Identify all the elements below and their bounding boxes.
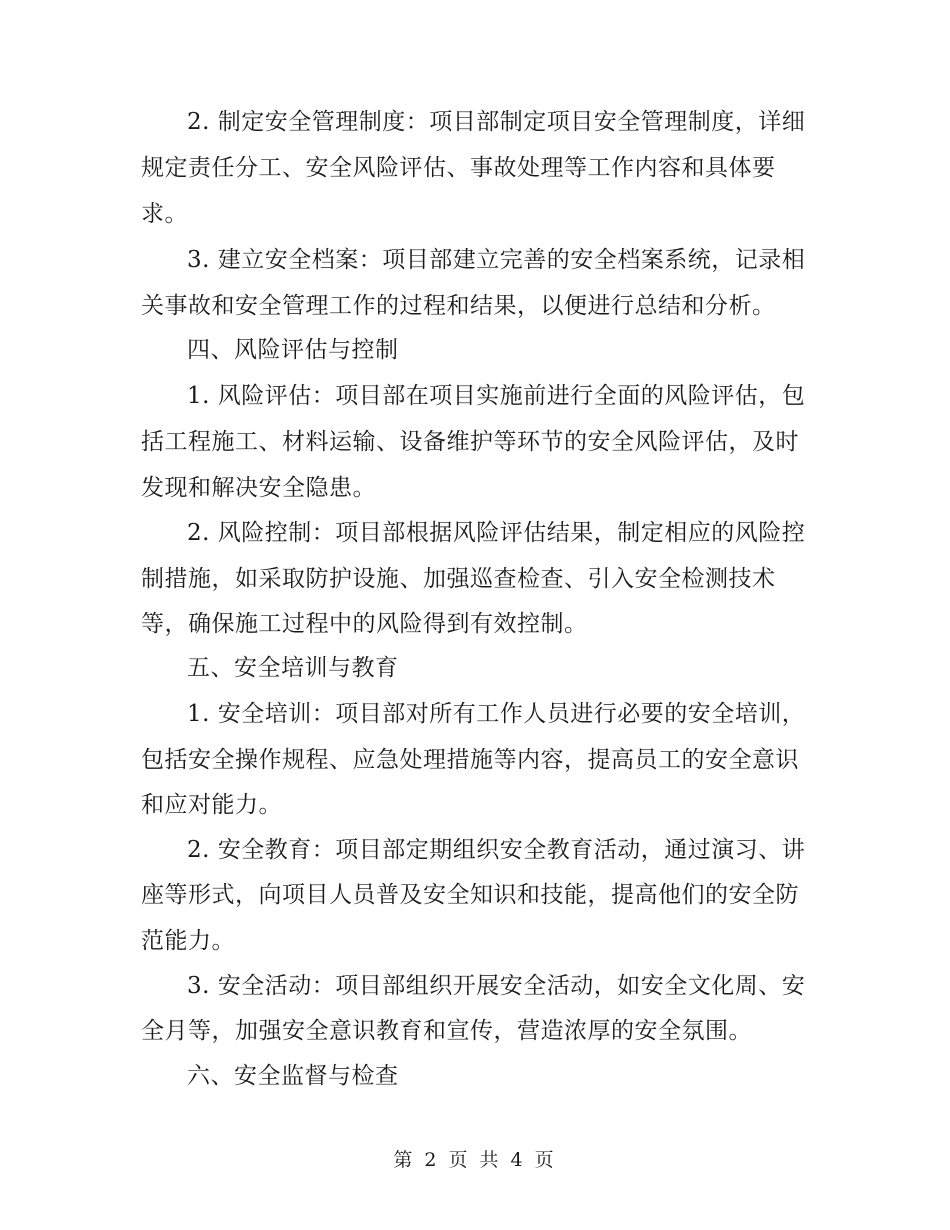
paragraph-line: 1. 安全培训：项目部对所有工作人员进行必要的安全培训， (187, 701, 806, 727)
paragraph-line: 和应对能力。 (141, 792, 282, 818)
paragraph-line: 2. 安全教育：项目部定期组织安全教育活动，通过演习、讲 (187, 837, 806, 863)
paragraph-line: 关事故和安全管理工作的过程和结果，以便进行总结和分析。 (141, 293, 776, 319)
page-number-footer: 第 2 页 共 4 页 (393, 1149, 557, 1171)
paragraph-line: 求。 (141, 201, 188, 227)
section-heading: 六、安全监督与检查 (187, 1063, 399, 1089)
paragraph-line: 3. 建立安全档案：项目部建立完善的安全档案系统，记录相 (187, 247, 806, 273)
paragraph-line: 发现和解决安全隐患。 (141, 475, 376, 501)
paragraph-line: 规定责任分工、安全风险评估、事故处理等工作内容和具体要 (141, 155, 776, 181)
paragraph-line: 全月等，加强安全意识教育和宣传，营造浓厚的安全氛围。 (141, 1018, 752, 1044)
paragraph-line: 制措施，如采取防护设施、加强巡查检查、引入安全检测技术 (141, 566, 776, 592)
paragraph-line: 座等形式，向项目人员普及安全知识和技能，提高他们的安全防 (141, 882, 799, 908)
paragraph-line: 范能力。 (141, 928, 235, 954)
paragraph-line: 包括安全操作规程、应急处理措施等内容，提高员工的安全意识 (141, 747, 799, 773)
paragraph-line: 2. 风险控制：项目部根据风险评估结果，制定相应的风险控 (187, 520, 806, 546)
paragraph-line: 等，确保施工过程中的风险得到有效控制。 (141, 611, 588, 637)
paragraph-line: 2. 制定安全管理制度：项目部制定项目安全管理制度，详细 (187, 109, 806, 135)
section-heading: 五、安全培训与教育 (187, 655, 399, 681)
paragraph-line: 3. 安全活动：项目部组织开展安全活动，如安全文化周、安 (187, 973, 806, 999)
section-heading: 四、风险评估与控制 (187, 337, 399, 363)
paragraph-line: 1. 风险评估：项目部在项目实施前进行全面的风险评估，包 (187, 383, 806, 409)
paragraph-line: 括工程施工、材料运输、设备维护等环节的安全风险评估，及时 (141, 429, 799, 455)
